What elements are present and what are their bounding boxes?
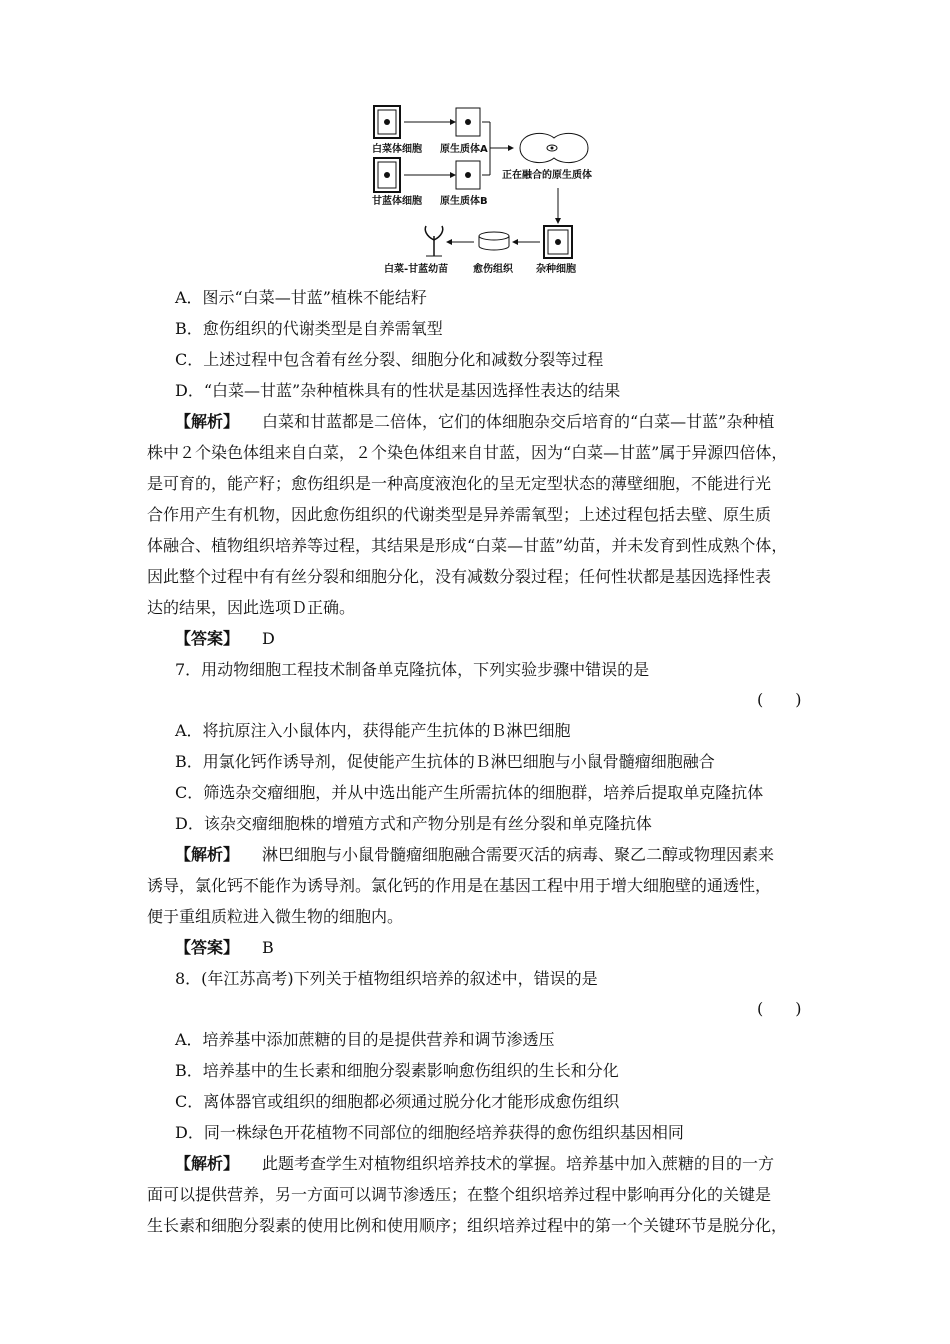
- q8-analysis-line: 生长素和细胞分裂素的使用比例和使用顺序；组织培养过程中的第一个关键环节是脱分化，: [147, 1216, 788, 1235]
- fusing-protoplast: [520, 133, 588, 162]
- q6-analysis-line: 白菜和甘蓝都是二倍体，它们的体细胞杂交后培育的“白菜—甘蓝”杂种植: [262, 412, 775, 431]
- q7-answer-blank: ( ): [757, 690, 802, 709]
- label-protoplast-a: 原生质体A: [440, 144, 488, 155]
- q8-stem: 8．(年江苏高考)下列关于植物组织培养的叙述中，错误的是: [175, 969, 598, 988]
- protoplast-fusion-diagram: [370, 100, 650, 280]
- q6-analysis-line: 达的结果，因此选项Ｄ正确。: [147, 598, 356, 617]
- label-cabbage-cell: 白菜体细胞: [372, 144, 422, 155]
- q7-answer-tag: 【答案】: [175, 938, 240, 957]
- q7-answer-value: B: [262, 938, 274, 957]
- q7-option-a: A．将抗原注入小鼠体内，获得能产生抗体的Ｂ淋巴细胞: [175, 721, 571, 740]
- q6-analysis-line: 体融合、植物组织培养等过程，其结果是形成“白菜—甘蓝”幼苗，并未发育到性成熟个体，: [147, 536, 788, 555]
- q8-option-d: D．同一株绿色开花植物不同部位的细胞经培养获得的愈伤组织基因相同: [175, 1123, 684, 1142]
- q8-option-a: A．培养基中添加蔗糖的目的是提供营养和调节渗透压: [175, 1030, 555, 1049]
- seedling: [425, 226, 442, 256]
- label-fusing: 正在融合的原生质体: [502, 170, 592, 181]
- label-kale-cell: 甘蓝体细胞: [372, 196, 422, 207]
- q8-option-c: C．离体器官或组织的细胞都必须通过脱分化才能形成愈伤组织: [175, 1092, 620, 1111]
- q7-stem: 7．用动物细胞工程技术制备单克隆抗体，下列实验步骤中错误的是: [175, 660, 650, 679]
- q8-analysis-line: 面可以提供营养，另一方面可以调节渗透压；在整个组织培养过程中影响再分化的关键是: [147, 1185, 772, 1204]
- q7-option-b: B．用氯化钙作诱导剂，促使能产生抗体的Ｂ淋巴细胞与小鼠骨髓瘤细胞融合: [175, 752, 715, 771]
- q6-analysis-line: 株中２个染色体组来自白菜，２个染色体组来自甘蓝，因为“白菜—甘蓝”属于异源四倍体，: [147, 443, 788, 462]
- q7-option-d: D．该杂交瘤细胞株的增殖方式和产物分别是有丝分裂和单克隆抗体: [175, 814, 652, 833]
- kale-cell: [374, 158, 400, 192]
- callus-dish: [479, 232, 509, 250]
- q6-analysis-line: 是可育的，能产籽；愈伤组织是一种高度液泡化的呈无定型状态的薄壁细胞，不能进行光: [147, 474, 772, 493]
- protoplast-a: [456, 108, 480, 136]
- q6-option-b: B．愈伤组织的代谢类型是自养需氧型: [175, 319, 443, 338]
- q7-analysis-line: 淋巴细胞与小鼠骨髓瘤细胞融合需要灭活的病毒、聚乙二醇或物理因素来: [262, 845, 775, 864]
- protoplast-b: [456, 161, 480, 189]
- cabbage-cell: [374, 106, 400, 138]
- q7-analysis-tag: 【解析】: [175, 845, 240, 864]
- q6-analysis-tag: 【解析】: [175, 412, 240, 431]
- label-hybrid-cell: 杂种细胞: [536, 264, 576, 275]
- q8-analysis-line: 此题考查学生对植物组织培养技术的掌握。培养基中加入蔗糖的目的一方: [262, 1154, 775, 1173]
- q6-analysis-line: 因此整个过程中有有丝分裂和细胞分化，没有减数分裂过程；任何性状都是基因选择性表: [147, 567, 772, 586]
- q7-analysis-line: 便于重组质粒进入微生物的细胞内。: [147, 907, 404, 926]
- label-seedling: 白菜-甘蓝幼苗: [384, 264, 449, 275]
- q7-analysis-line: 诱导，氯化钙不能作为诱导剂。氯化钙的作用是在基因工程中用于增大细胞壁的通透性，: [147, 876, 772, 895]
- label-callus: 愈伤组织: [473, 264, 513, 275]
- q8-option-b: B．培养基中的生长素和细胞分裂素影响愈伤组织的生长和分化: [175, 1061, 619, 1080]
- q6-answer-tag: 【答案】: [175, 629, 240, 648]
- hybrid-cell: [544, 226, 572, 258]
- label-protoplast-b: 原生质体B: [440, 196, 488, 207]
- q6-option-c: C．上述过程中包含着有丝分裂、细胞分化和减数分裂等过程: [175, 350, 604, 369]
- q8-answer-blank: ( ): [757, 999, 802, 1018]
- q8-analysis-tag: 【解析】: [175, 1154, 240, 1173]
- q6-answer-value: D: [262, 629, 275, 648]
- q7-option-c: C．筛选杂交瘤细胞，并从中选出能产生所需抗体的细胞群，培养后提取单克隆抗体: [175, 783, 764, 802]
- q6-option-a: A．图示“白菜—甘蓝”植株不能结籽: [175, 288, 427, 307]
- q6-analysis-line: 合作用产生有机物，因此愈伤组织的代谢类型是异养需氧型；上述过程包括去壁、原生质: [147, 505, 772, 524]
- q6-option-d: D．“白菜—甘蓝”杂种植株具有的性状是基因选择性表达的结果: [175, 381, 621, 400]
